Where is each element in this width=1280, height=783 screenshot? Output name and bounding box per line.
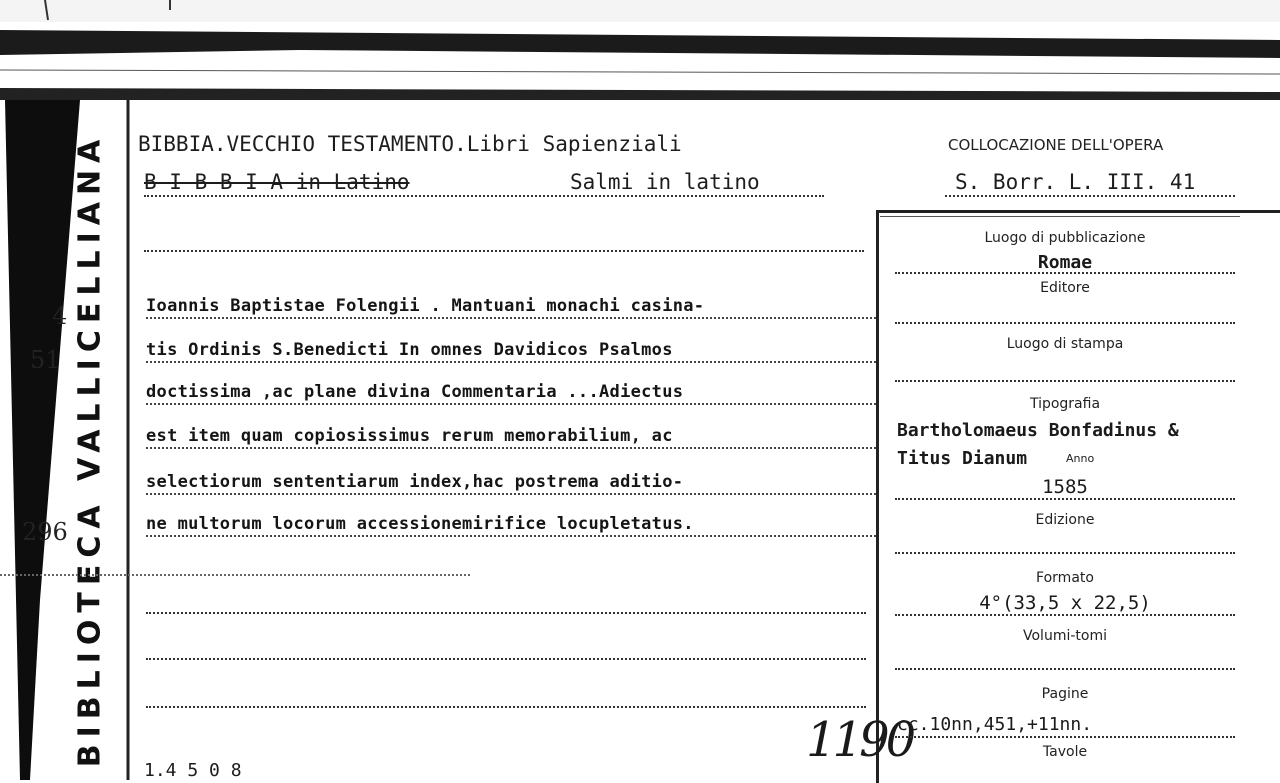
subtitle: Salmi in latino <box>570 170 760 194</box>
label-tavole: Tavole <box>1042 744 1088 760</box>
body-line-2: tis Ordinis S.Benedicti In omnes Davidicos Psalmos <box>146 340 876 363</box>
label-volumi: Volumi-tomi <box>1023 628 1107 644</box>
library-name: BIBLIOTECA VALLICELLIANA <box>72 132 108 768</box>
value-luogo-pubblicazione: Romae <box>1037 252 1093 273</box>
card-top-edge <box>0 0 1280 100</box>
empty-rule <box>144 250 864 252</box>
rule-pagine <box>895 736 1235 738</box>
value-pagine: cc.10nn,451,+11nn. <box>897 714 1093 735</box>
rule-volumi <box>895 668 1235 670</box>
label-luogo-pubblicazione: Luogo di pubblicazione <box>984 230 1146 246</box>
body-line-3: doctissima ,ac plane divina Commentaria ...Adiectus <box>146 382 876 405</box>
body-line-4: est item quam copiosissimus rerum memorabilium, ac <box>146 426 876 449</box>
body-line-1: Ioannis Baptistae Folengii . Mantuani monachi casina- <box>146 296 876 319</box>
margin-note-3: 296 <box>22 518 68 546</box>
blank-rule-2 <box>146 658 866 660</box>
body-line-6: ne multorum locorum accessionemirifice locupletatus. <box>146 514 876 537</box>
label-formato: Formato <box>1036 570 1094 586</box>
handwritten-number: 1190 <box>806 712 913 768</box>
margin-note-1: 4 <box>52 302 68 330</box>
collocation-value: S. Borr. L. III. 41 <box>955 170 1196 194</box>
rule-formato <box>895 614 1235 616</box>
library-name-vertical <box>60 130 120 770</box>
title-line: BIBBIA.VECCHIO TESTAMENTO.Libri Sapienziali <box>138 132 682 156</box>
struck-title: B I B B I A in Latino <box>144 170 410 194</box>
label-luogo-stampa: Luogo di stampa <box>1006 336 1124 352</box>
label-editore: Editore <box>1040 280 1090 296</box>
rule-luogo-pubblicazione <box>895 272 1235 274</box>
label-pagine: Pagine <box>1041 686 1089 702</box>
margin-note-2: 51 <box>30 346 61 374</box>
panel-inner-rule <box>880 216 1240 217</box>
value-tipografia-1: Bartholomaeus Bonfadinus & <box>897 420 1179 441</box>
rule-editore <box>895 322 1235 324</box>
blank-rule-1 <box>146 612 866 614</box>
label-edizione: Edizione <box>1035 512 1095 528</box>
collocation-label: COLLOCAZIONE DELL'OPERA <box>948 136 1164 154</box>
footer-number: 1.4 5 0 8 <box>144 760 242 781</box>
label-tipografia: Tipografia <box>1029 396 1101 412</box>
collocation-rule <box>945 195 1235 197</box>
value-anno: 1585 <box>1042 476 1088 498</box>
label-anno: Anno <box>1066 452 1095 465</box>
rule-edizione <box>895 552 1235 554</box>
blank-rule-3 <box>146 706 866 708</box>
value-tipografia-2: Titus Dianum <box>897 448 1028 469</box>
subtitle-rule <box>144 195 824 197</box>
rule-anno <box>895 498 1235 500</box>
rule-luogo-stampa <box>895 380 1235 382</box>
separator-rule <box>0 574 470 576</box>
body-line-5: selectiorum sententiarum index,hac postrema aditio- <box>146 472 876 495</box>
value-formato: 4°(33,5 x 22,5) <box>979 592 1151 614</box>
